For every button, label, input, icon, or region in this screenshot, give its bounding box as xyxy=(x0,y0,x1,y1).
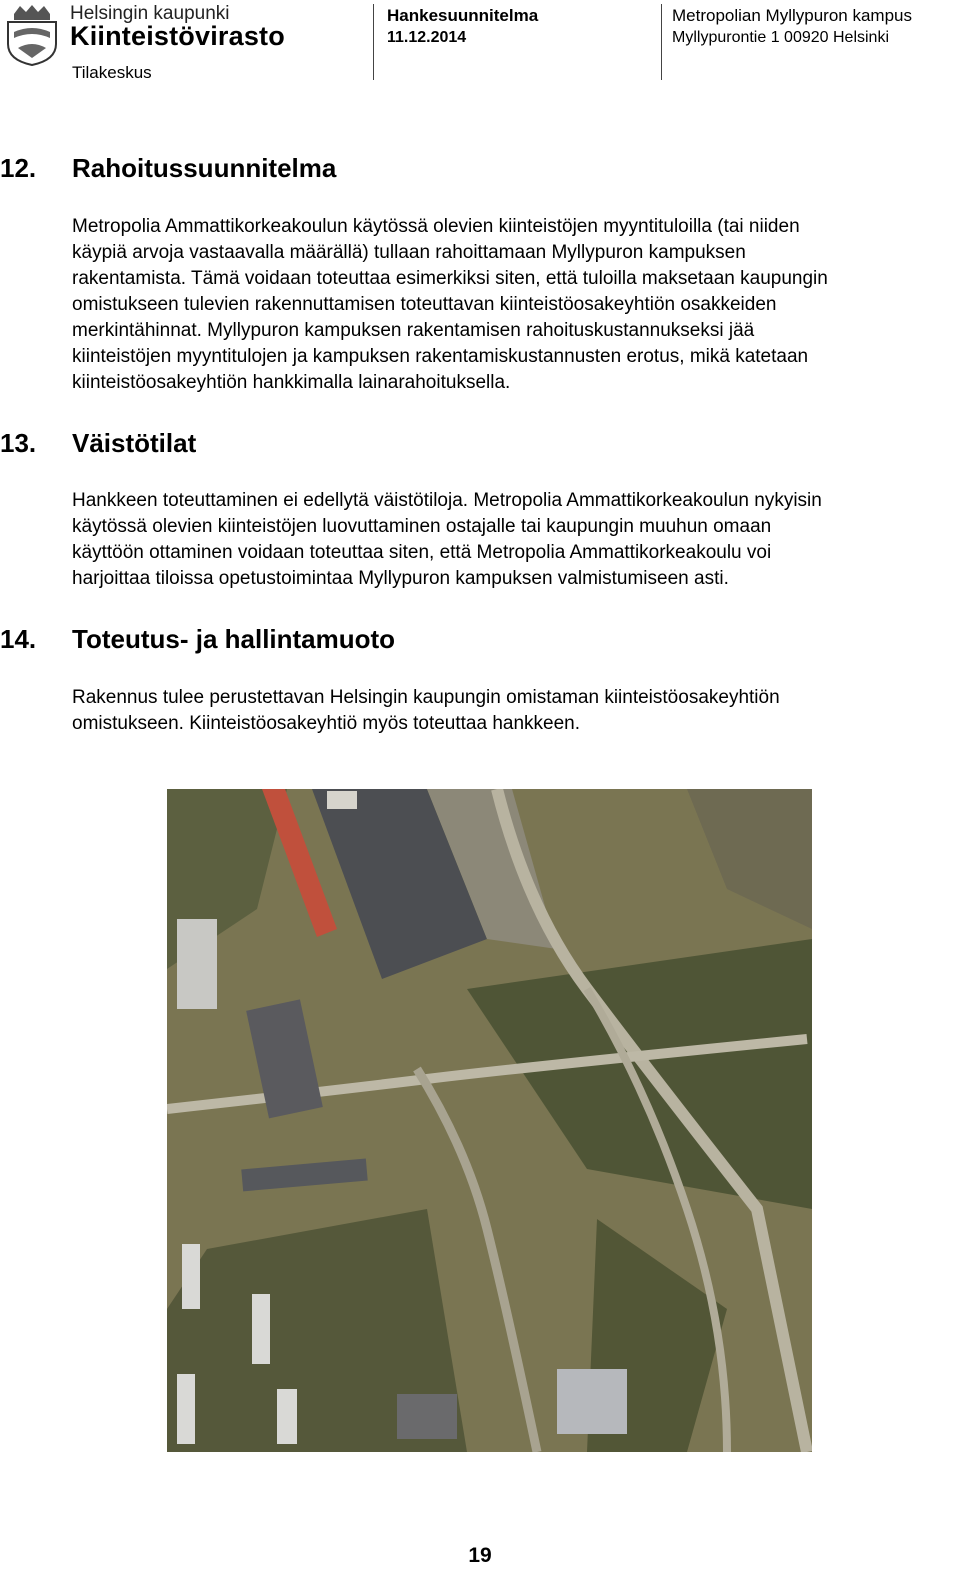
site-name: Metropolian Myllypuron kampus xyxy=(672,6,912,25)
text-line: käyttöön ottaminen voidaan toteuttaa siten, että Metropolia Ammattikorkeakoulu voi xyxy=(72,542,772,563)
section-number: 12. xyxy=(0,153,37,183)
org-name-city: Helsingin kaupunki xyxy=(70,3,230,24)
section-paragraph xyxy=(72,488,960,592)
section-number: 13. xyxy=(0,428,37,458)
text-line: Metropolia Ammattikorkeakoulun käytössä olevien kiinteistöjen myyntituloilla (tai niiden xyxy=(72,216,800,237)
section-paragraph xyxy=(72,214,960,396)
helsinki-crest-icon xyxy=(4,4,60,66)
text-line: kiinteistöosakeyhtiön hankkimalla lainarahoituksella. xyxy=(72,372,511,393)
text-line: kiinteistöjen myyntitulojen ja kampuksen rakentamiskustannusten erotus, mikä katetaan xyxy=(72,346,809,367)
section-paragraph xyxy=(72,685,960,737)
text-line: Rakennus tulee perustettavan Helsingin kaupungin omistaman kiinteistöosakeyhtiön xyxy=(72,687,780,708)
org-name-department: Kiinteistövirasto xyxy=(70,21,285,51)
section-title: Toteutus- ja hallintamuoto xyxy=(72,624,396,654)
section-title: Rahoitussuunnitelma xyxy=(72,153,337,183)
text-line: merkintähinnat. Myllypuron kampuksen rakentamisen rahoituskustannukseksi jää xyxy=(72,320,755,341)
document-title: Hankesuunnitelma xyxy=(387,6,539,25)
aerial-photo xyxy=(167,789,812,1452)
text-line: käypiä arvoja vastaavalla määrällä) tullaan rahoittamaan Myllypuron kampuksen xyxy=(72,242,746,263)
section-number: 14. xyxy=(0,624,37,654)
text-line: Hankkeen toteuttaminen ei edellytä väistötiloja. Metropolia Ammattikorkeakoulun nykyisin xyxy=(72,490,822,511)
header-divider xyxy=(661,4,662,80)
site-address: Myllypurontie 1 00920 Helsinki xyxy=(672,29,889,46)
text-line: käytössä olevien kiinteistöjen luovuttaminen ostajalle tai kaupungin muuhun omaan xyxy=(72,516,772,537)
page-number: 19 xyxy=(468,1544,492,1567)
text-line: omistukseen. Kiinteistöosakeyhtiö myös toteuttaa hankkeen. xyxy=(72,713,581,734)
header-divider xyxy=(373,4,374,80)
org-name-unit: Tilakeskus xyxy=(72,63,152,82)
document-date: 11.12.2014 xyxy=(387,29,467,46)
text-line: omistukseen tulevien rakennuttamisen toteuttavan kiinteistöosakeyhtiön osakkeiden xyxy=(72,294,777,315)
text-line: rakentamista. Tämä voidaan toteuttaa esimerkiksi siten, että tuloilla maksetaan kaupungin xyxy=(72,268,828,289)
section-title: Väistötilat xyxy=(72,428,197,458)
text-line: harjoittaa tiloissa opetustoimintaa Myllypuron kampuksen valmistumiseen asti. xyxy=(72,568,729,589)
